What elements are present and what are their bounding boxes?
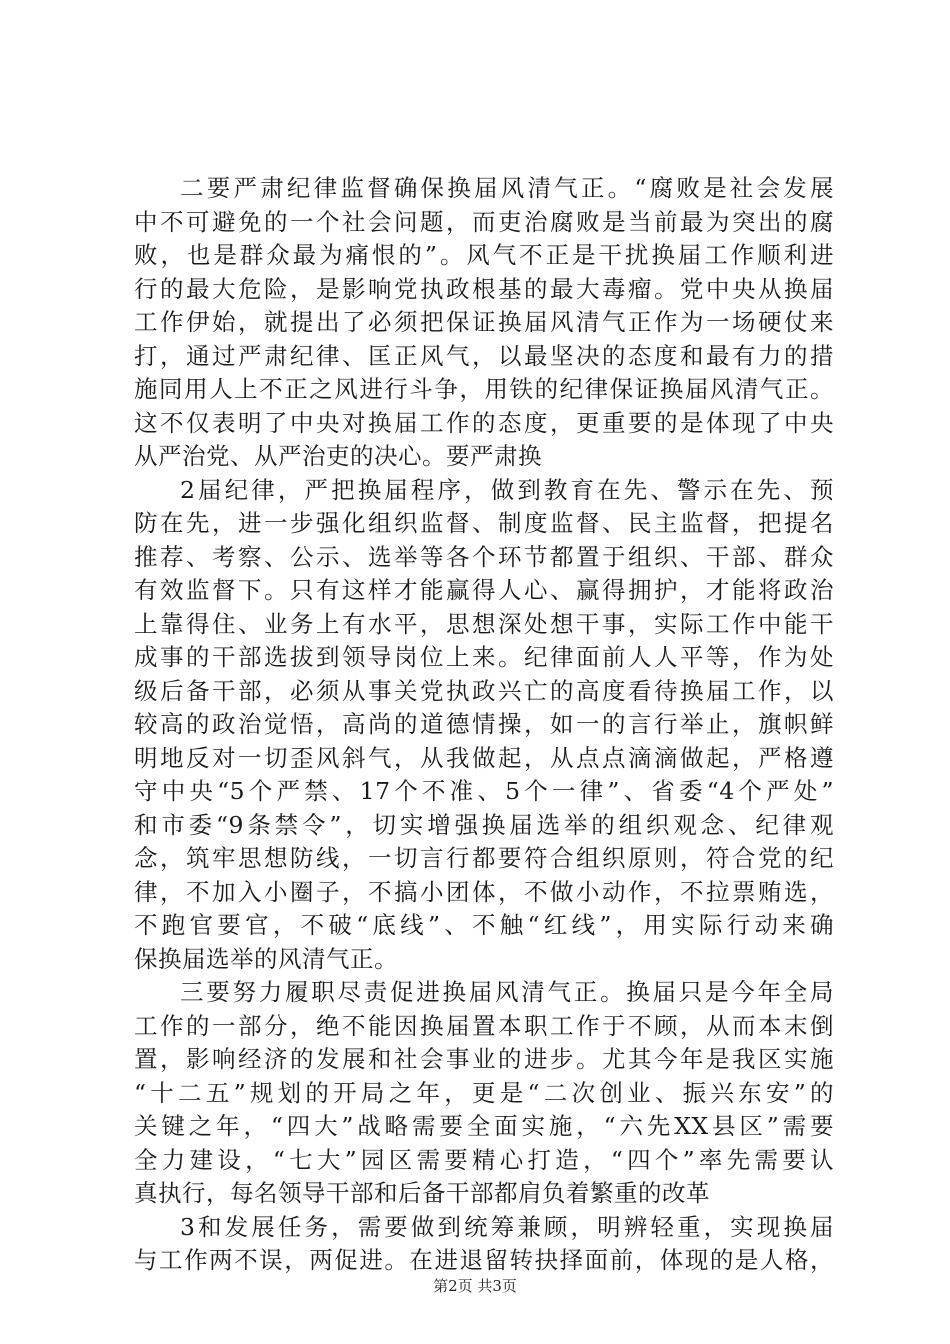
text-line: 三要努力履职尽责促进换届风清气正。换届只是今年全局 [180,978,834,1006]
text-line: 从严治党、从严治吏的决心。要严肃换 [134,442,542,470]
page-footer: 第2页 共3页 [433,1277,517,1295]
text-line: 较高的政治觉悟，高尚的道德情操，如一的言行举止，旗帜鲜 [134,710,834,738]
text-line: “十二五”规划的开局之年，更是“二次创业、振兴东安”的 [134,1078,834,1107]
text-line: 律，不加入小圈子，不搞小团体，不做小动作，不拉票贿选， [134,877,834,906]
text-line: 和市委“9条禁令”，切实增强换届选举的组织观念、纪律观 [134,810,834,839]
text-line: 有效监督下。只有这样才能赢得人心、赢得拥护，才能将政治 [134,576,834,604]
text-line: 中不可避免的一个社会问题，而吏治腐败是当前最为突出的腐 [134,207,834,236]
text-line: 全力建设，“七大”园区需要精心打造，“四个”率先需要认 [134,1145,834,1174]
text-line: 上靠得住、业务上有水平，思想深处想干事，实际工作中能干 [134,609,834,638]
text-line: 防在先，进一步强化组织监督、制度监督、民主监督，把提名 [134,509,834,537]
text-line: 不跑官要官，不破“底线”、不触“红线”，用实际行动来确 [134,911,834,939]
text-line: 工作伊始，就提出了必须把保证换届风清气正作为一场硬仗来 [134,308,834,336]
text-line: 守中央“5个严禁、17个不准、5个一律”、省委“4个严处” [134,777,834,805]
text-line: 置，影响经济的发展和社会事业的进步。尤其今年是我区实施 [134,1045,834,1073]
text-line: 施同用人上不正之风进行斗争，用铁的纪律保证换届风清气正。 [134,375,834,403]
text-line: 真执行，每名领导干部和后备干部都肩负着繁重的改革 [134,1179,710,1207]
text-line: 与工作两不误，两促进。在进退留转抉择面前，体现的是人格， [134,1246,834,1274]
text-line: 这不仅表明了中央对换届工作的态度，更重要的是体现了中央 [134,408,834,437]
text-line: 2届纪律，严把换届程序，做到教育在先、警示在先、预 [180,475,834,504]
text-line: 级后备干部，必须从事关党执政兴亡的高度看待换届工作，以 [134,676,834,705]
text-line: 保换届选举的风清气正。 [134,944,398,973]
document-body [134,172,834,1278]
text-line: 关键之年，“四大”战略需要全面实施，“六先XX县区”需要 [134,1112,834,1140]
text-line: 行的最大危险，是影响党执政根基的最大毒瘤。党中央从换届 [134,274,834,303]
text-line: 3和发展任务，需要做到统筹兼顾，明辨轻重，实现换届 [180,1212,834,1241]
text-line: 二要严肃纪律监督确保换届风清气正。“腐败是社会发展 [180,174,834,202]
text-line: 念，筑牢思想防线，一切言行都要符合组织原则，符合党的纪 [134,844,834,872]
text-line: 败，也是群众最为痛恨的”。风气不正是干扰换届工作顺利进 [134,241,834,269]
text-line: 打，通过严肃纪律、匡正风气，以最坚决的态度和最有力的措 [134,341,834,370]
text-line: 推荐、考察、公示、选举等各个环节都置于组织、干部、群众 [134,542,834,571]
text-line: 工作的一部分，绝不能因换届置本职工作于不顾，从而本末倒 [134,1011,834,1040]
text-line: 明地反对一切歪风斜气，从我做起，从点点滴滴做起，严格遵 [134,743,834,772]
text-line: 成事的干部选拔到领导岗位上来。纪律面前人人平等，作为处 [134,643,834,671]
